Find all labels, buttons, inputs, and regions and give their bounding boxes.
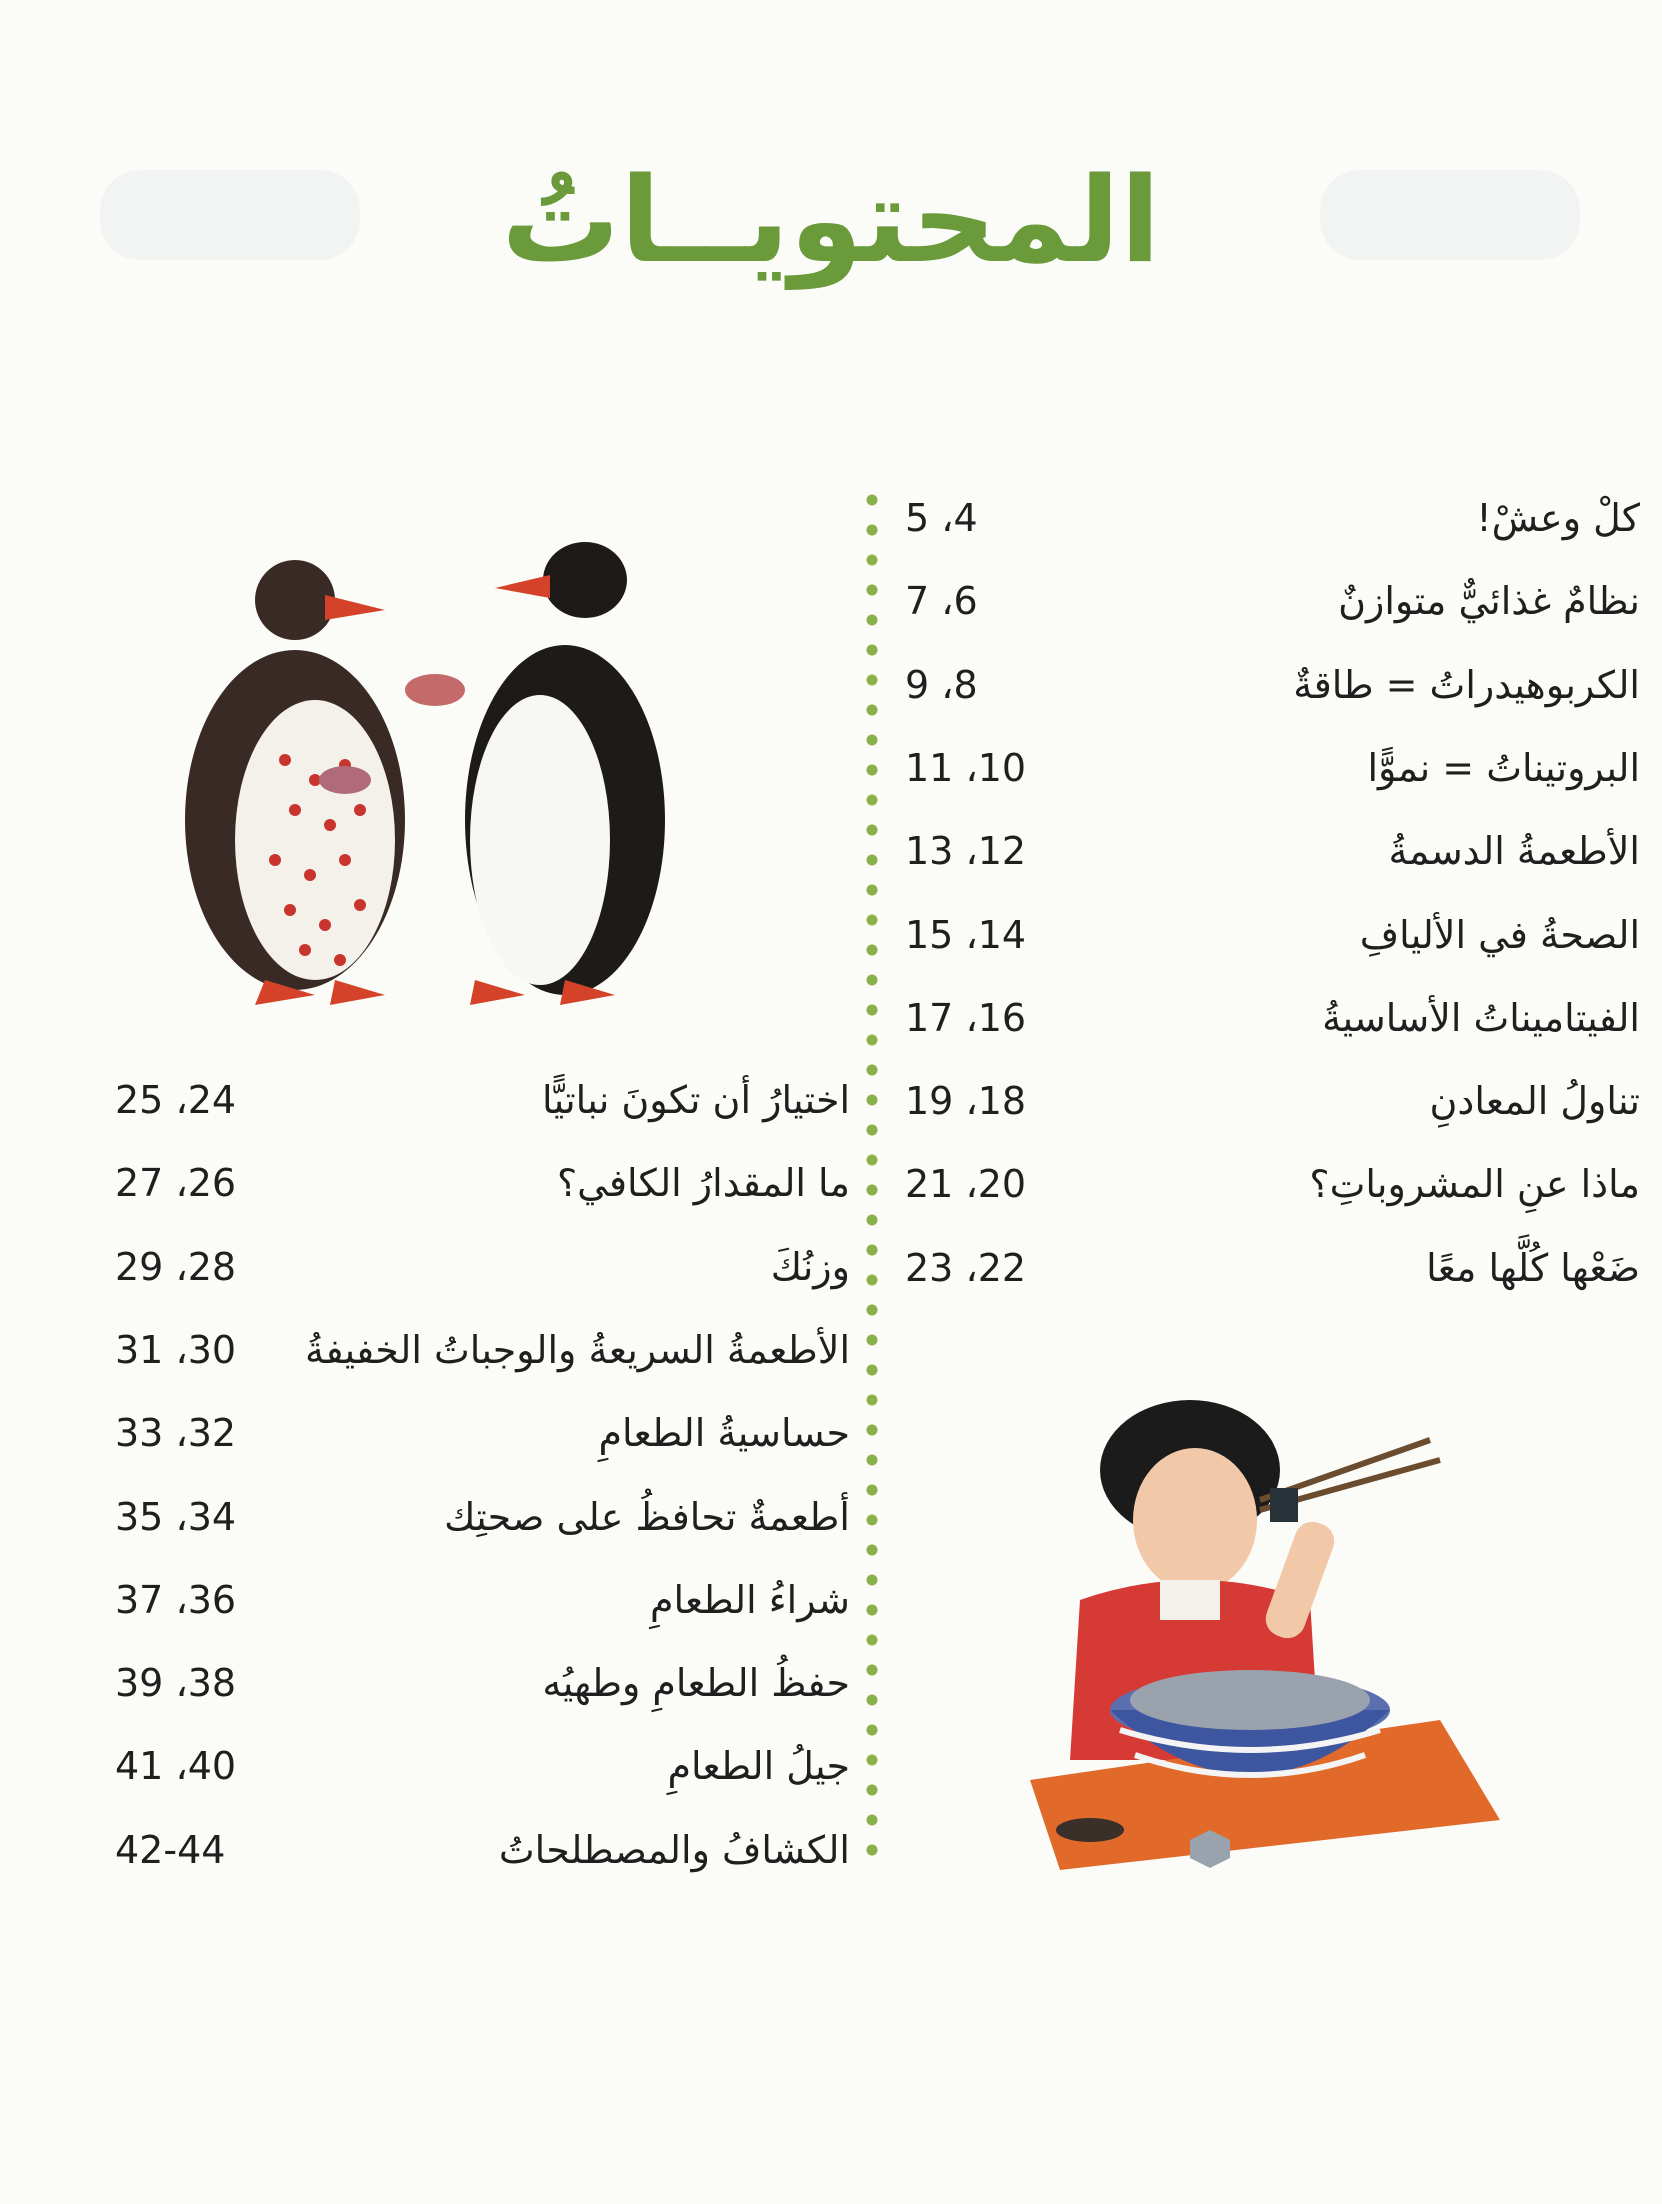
- toc-entry[interactable]: [115, 1237, 850, 1297]
- divider-dot: [867, 705, 878, 716]
- toc-entry[interactable]: [115, 1153, 850, 1213]
- toc-entry-title: الصحةُ في الأليافِ: [1359, 912, 1640, 957]
- toc-entry-pages: 16، 17: [905, 995, 1027, 1040]
- divider-dot: [867, 1695, 878, 1706]
- toc-entry-title: أطعمةٌ تحافظُ على صحتِك: [444, 1494, 850, 1539]
- toc-entry[interactable]: [905, 905, 1640, 965]
- toc-entry-pages: 10، 11: [905, 745, 1027, 790]
- divider-dot: [867, 615, 878, 626]
- toc-entry-pages: 22، 23: [905, 1245, 1027, 1290]
- toc-entry-title: الأطعمةُ الدسمةُ: [1388, 829, 1640, 874]
- divider-dot: [867, 1575, 878, 1586]
- toc-entry[interactable]: [905, 488, 1640, 548]
- toc-entry-pages: 20، 21: [905, 1162, 1027, 1207]
- toc-entry-title: اختيارُ أن تكونَ نباتيًّا: [542, 1078, 850, 1122]
- toc-entry[interactable]: [905, 1238, 1640, 1298]
- divider-dot: [867, 1365, 878, 1376]
- divider-dot: [867, 1605, 878, 1616]
- toc-entry-title: ما المقدارُ الكافي؟: [557, 1161, 850, 1206]
- divider-dot: [867, 855, 878, 866]
- divider-dot: [867, 1485, 878, 1496]
- divider-dot: [867, 525, 878, 536]
- toc-entry-pages: 40، 41: [115, 1744, 237, 1789]
- divider-dot: [867, 1065, 878, 1076]
- divider-dot: [867, 1635, 878, 1646]
- boy-eating-illustration: [1020, 1400, 1520, 1870]
- divider-dot: [867, 1005, 878, 1016]
- toc-entry[interactable]: [115, 1820, 850, 1880]
- toc-entry-title: الفيتاميناتُ الأساسيةُ: [1322, 995, 1640, 1040]
- toc-entry[interactable]: [905, 571, 1640, 631]
- divider-dot: [867, 795, 878, 806]
- toc-entry-pages: 34، 35: [115, 1494, 237, 1539]
- divider-dot: [867, 765, 878, 776]
- divider-dot: [867, 645, 878, 656]
- toc-entry-title: الكربوهيدراتُ = طاقةٌ: [1293, 662, 1640, 707]
- divider-dot: [867, 1725, 878, 1736]
- divider-dot: [867, 1845, 878, 1856]
- divider-dot: [867, 735, 878, 746]
- divider-dot: [867, 1125, 878, 1136]
- toc-entry[interactable]: [115, 1570, 850, 1630]
- toc-entry[interactable]: [115, 1736, 850, 1796]
- toc-entry-title: البروتيناتُ = نموًّا: [1367, 745, 1640, 790]
- divider-dot: [867, 1815, 878, 1826]
- toc-entry-title: وزنُكَ: [770, 1244, 850, 1289]
- toc-entry-pages: 6، 7: [905, 579, 978, 624]
- dotted-divider: [865, 490, 879, 1890]
- divider-dot: [867, 1245, 878, 1256]
- toc-entry-title: ماذا عنِ المشروباتِ؟: [1309, 1162, 1640, 1207]
- toc-entry-pages: 12، 13: [905, 829, 1027, 874]
- toc-entry-pages: 32، 33: [115, 1411, 237, 1456]
- divider-dot: [867, 675, 878, 686]
- toc-entry-pages: 8، 9: [905, 662, 978, 707]
- divider-dot: [867, 1665, 878, 1676]
- toc-entry-title: جيلُ الطعامِ: [667, 1744, 850, 1789]
- toc-entry[interactable]: [115, 1403, 850, 1463]
- divider-dot: [867, 1305, 878, 1316]
- toc-entry-pages: 42-44: [115, 1827, 226, 1872]
- divider-dot: [867, 585, 878, 596]
- divider-dot: [867, 1035, 878, 1046]
- toc-entry-title: نظامٌ غذائيٌّ متوازنٌ: [1338, 579, 1640, 624]
- divider-dot: [867, 495, 878, 506]
- divider-dot: [867, 555, 878, 566]
- divider-dot: [867, 825, 878, 836]
- toc-entry-title: شراءُ الطعامِ: [649, 1577, 850, 1622]
- divider-dot: [867, 975, 878, 986]
- toc-entry-pages: 28، 29: [115, 1244, 237, 1289]
- divider-dot: [867, 1515, 878, 1526]
- toc-entry[interactable]: [905, 1071, 1640, 1131]
- toc-entry-title: الأطعمةُ السريعةُ والوجباتُ الخفيفةُ: [304, 1327, 850, 1372]
- toc-entry[interactable]: [905, 1154, 1640, 1214]
- divider-dot: [867, 945, 878, 956]
- toc-entry-pages: 14، 15: [905, 912, 1027, 957]
- divider-dot: [867, 915, 878, 926]
- toc-entry[interactable]: [115, 1487, 850, 1547]
- divider-dot: [867, 1335, 878, 1346]
- divider-dot: [867, 1275, 878, 1286]
- divider-dot: [867, 1215, 878, 1226]
- toc-entry-pages: 24، 25: [115, 1078, 237, 1122]
- toc-entry[interactable]: [905, 738, 1640, 798]
- toc-entry-pages: 36، 37: [115, 1577, 237, 1622]
- toc-entry[interactable]: [115, 1070, 850, 1130]
- toc-entry-title: ضَعْها كُلَّها معًا: [1426, 1245, 1640, 1290]
- toc-entry-pages: 4، 5: [905, 496, 978, 540]
- toc-entry[interactable]: [905, 821, 1640, 881]
- toc-entry-title: تناولُ المعادنِ: [1429, 1079, 1640, 1124]
- toc-entry-pages: 30، 31: [115, 1327, 237, 1372]
- divider-dot: [867, 1425, 878, 1436]
- penguins-illustration: [145, 540, 705, 1010]
- divider-dot: [867, 1785, 878, 1796]
- toc-entry[interactable]: [905, 988, 1640, 1048]
- toc-entry[interactable]: [115, 1653, 850, 1713]
- toc-entry[interactable]: [905, 655, 1640, 715]
- toc-entry-pages: 38، 39: [115, 1661, 237, 1706]
- toc-entry-title: الكشافُ والمصطلحاتُ: [498, 1827, 850, 1872]
- divider-dot: [867, 1185, 878, 1196]
- divider-dot: [867, 1155, 878, 1166]
- toc-entry[interactable]: [115, 1320, 850, 1380]
- divider-dot: [867, 1755, 878, 1766]
- toc-entry-pages: 18، 19: [905, 1079, 1027, 1124]
- toc-entry-title: حساسيةُ الطعامِ: [598, 1411, 850, 1456]
- divider-dot: [867, 885, 878, 896]
- page-title: المحتويــاتُ: [501, 151, 1161, 289]
- toc-entry-title: حفظُ الطعامِ وطهيُه: [542, 1661, 850, 1706]
- divider-dot: [867, 1545, 878, 1556]
- divider-dot: [867, 1455, 878, 1466]
- divider-dot: [867, 1095, 878, 1106]
- toc-entry-title: كلْ وعشْ!: [1476, 496, 1640, 540]
- divider-dot: [867, 1395, 878, 1406]
- toc-entry-pages: 26، 27: [115, 1161, 237, 1206]
